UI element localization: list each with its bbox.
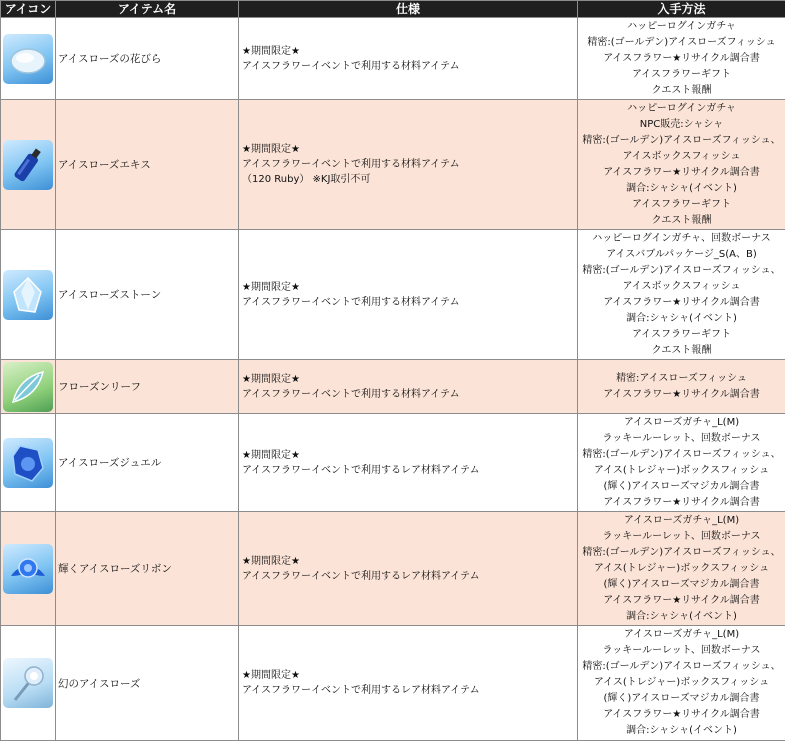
rose-jewel-icon	[3, 438, 53, 488]
icon-cell	[1, 414, 56, 512]
spec-line: ★期間限定★	[242, 144, 300, 155]
spec-line: アイスフラワーイベントで利用するレア材料アイテム	[242, 464, 480, 476]
table-header-row	[1, 1, 785, 18]
obtain-line: アイスフラワー★リサイクル調合書	[603, 709, 760, 720]
header-icon: アイコン	[1, 1, 56, 18]
item-name: 幻のアイスローズ	[56, 626, 239, 741]
obtain-line: (輝く)アイスローズマジカル調合書	[603, 693, 760, 704]
obtain-line: クエスト報酬	[651, 214, 712, 226]
obtain-line: アイスローズガチャ_L(M)	[623, 629, 740, 640]
obtain-line: ラッキールーレット、回数ボーナス	[602, 530, 761, 542]
spec-line: ★期間限定★	[242, 45, 300, 57]
icon-cell	[1, 230, 56, 360]
obtain-line: 調合:シャシャ(イベント)	[626, 312, 737, 324]
icon-cell	[1, 626, 56, 741]
obtain-line: ラッキールーレット、回数ボーナス	[602, 432, 761, 444]
obtain-line: アイスボックスフィッシュ	[622, 150, 741, 162]
item-spec	[239, 414, 578, 512]
obtain-line: 精密:(ゴールデン)アイスローズフィッシュ、	[582, 546, 781, 558]
obtain-line: アイスフラワー★リサイクル調合書	[603, 166, 760, 178]
spec-line: ★期間限定★	[242, 373, 300, 385]
obtain-line: クエスト報酬	[651, 84, 712, 96]
obtain-line: アイスローズガチャ_L(M)	[623, 514, 740, 526]
spec-line: アイスフラワーイベントで利用する材料アイテム	[242, 296, 460, 308]
obtain-line: 精密:(ゴールデン)アイスローズフィッシュ、	[582, 448, 781, 460]
obtain-line: 精密:(ゴールデン)アイスローズフィッシュ、	[582, 661, 781, 672]
item-spec	[239, 512, 578, 626]
spec-line: アイスフラワーイベントで利用するレア材料アイテム	[242, 685, 480, 696]
item-name: アイスローズエキス	[56, 100, 239, 230]
ice-petal-icon	[3, 34, 53, 84]
table-row	[1, 100, 785, 230]
spec-line: アイスフラワーイベントで利用するレア材料アイテム	[242, 570, 480, 582]
item-spec	[239, 18, 578, 100]
obtain-line: アイスフラワー★リサイクル調合書	[603, 594, 760, 606]
obtain-line: ハッピーログインガチャ	[627, 20, 736, 32]
obtain-line: アイスボックスフィッシュ	[622, 280, 741, 292]
icon-cell	[1, 360, 56, 414]
obtain-line: ラッキールーレット、回数ボーナス	[602, 645, 761, 656]
obtain-line: ハッピーログインガチャ	[627, 102, 736, 114]
table-row	[1, 360, 785, 414]
spec-line: アイスフラワーイベントで利用する材料アイテム	[242, 388, 460, 400]
obtain-line: アイス(トレジャー)ボックスフィッシュ	[593, 464, 770, 476]
table-row	[1, 414, 785, 512]
obtain-line: アイスフラワー★リサイクル調合書	[603, 496, 760, 508]
spec-line: （120 Ruby） ※KJ取引不可	[242, 174, 371, 185]
obtain-line: アイスフラワーギフト	[632, 68, 731, 80]
table-row	[1, 230, 785, 360]
rose-ribbon-icon	[3, 544, 53, 594]
obtain-line: アイス(トレジャー)ボックスフィッシュ	[593, 677, 770, 688]
icon-cell	[1, 100, 56, 230]
essence-bottle-icon	[3, 140, 53, 190]
obtain-line: (輝く)アイスローズマジカル調合書	[603, 480, 760, 492]
item-spec	[239, 626, 578, 741]
header-item-name: アイテム名	[56, 1, 239, 18]
obtain-line: アイスフラワーギフト	[632, 198, 731, 210]
ice-stone-icon	[3, 270, 53, 320]
obtain-line: アイスフラワー★リサイクル調合書	[603, 296, 760, 308]
item-name: アイスローズストーン	[56, 230, 239, 360]
item-name: アイスローズジュエル	[56, 414, 239, 512]
obtain-line: NPC販売:シャシャ	[639, 118, 724, 130]
header-spec: 仕様	[239, 1, 578, 18]
item-name: 輝くアイスローズリボン	[56, 512, 239, 626]
icon-cell	[1, 18, 56, 100]
spec-line: ★期間限定★	[242, 555, 300, 567]
table-row	[1, 512, 785, 626]
obtain-line: 調合:シャシャ(イベント)	[626, 610, 737, 622]
item-obtain	[578, 512, 785, 626]
spec-line: ★期間限定★	[242, 281, 300, 293]
frozen-leaf-icon	[3, 362, 53, 412]
obtain-line: アイスフラワー★リサイクル調合書	[603, 388, 760, 400]
item-obtain	[578, 626, 785, 741]
item-name: フローズンリーフ	[56, 360, 239, 414]
obtain-line: 精密:(ゴールデン)アイスローズフィッシュ	[587, 36, 776, 48]
obtain-line: 精密:アイスローズフィッシュ	[616, 372, 747, 384]
header-obtain: 入手方法	[578, 1, 785, 18]
obtain-line: 調合:シャシャ(イベント)	[626, 182, 737, 194]
obtain-line: アイスバブルパッケージ_S(A、B)	[606, 248, 757, 260]
spec-line: アイスフラワーイベントで利用する材料アイテム	[242, 159, 460, 170]
item-spec	[239, 100, 578, 230]
item-obtain	[578, 230, 785, 360]
icon-cell	[1, 512, 56, 626]
item-obtain	[578, 414, 785, 512]
obtain-line: 調合:シャシャ(イベント)	[626, 725, 737, 736]
item-name: アイスローズの花びら	[56, 18, 239, 100]
item-obtain	[578, 100, 785, 230]
obtain-line: アイスローズガチャ_L(M)	[623, 416, 740, 428]
spec-line: ★期間限定★	[242, 449, 300, 461]
item-spec	[239, 360, 578, 414]
item-obtain	[578, 360, 785, 414]
obtain-line: アイス(トレジャー)ボックスフィッシュ	[593, 562, 770, 574]
obtain-line: クエスト報酬	[651, 344, 712, 356]
obtain-line: アイスフラワー★リサイクル調合書	[603, 52, 760, 64]
obtain-line: ハッピーログインガチャ、回数ボーナス	[592, 232, 771, 244]
spec-line: ★期間限定★	[242, 670, 300, 681]
obtain-line: (輝く)アイスローズマジカル調合書	[603, 578, 760, 590]
table-row	[1, 18, 785, 100]
obtain-line: 精密:(ゴールデン)アイスローズフィッシュ、	[582, 264, 781, 276]
table-row	[1, 626, 785, 741]
spec-line: アイスフラワーイベントで利用する材料アイテム	[242, 60, 460, 72]
phantom-rose-icon	[3, 658, 53, 708]
obtain-line: アイスフラワーギフト	[632, 328, 731, 340]
item-spec	[239, 230, 578, 360]
item-obtain	[578, 18, 785, 100]
obtain-line: 精密:(ゴールデン)アイスローズフィッシュ、	[582, 134, 781, 146]
